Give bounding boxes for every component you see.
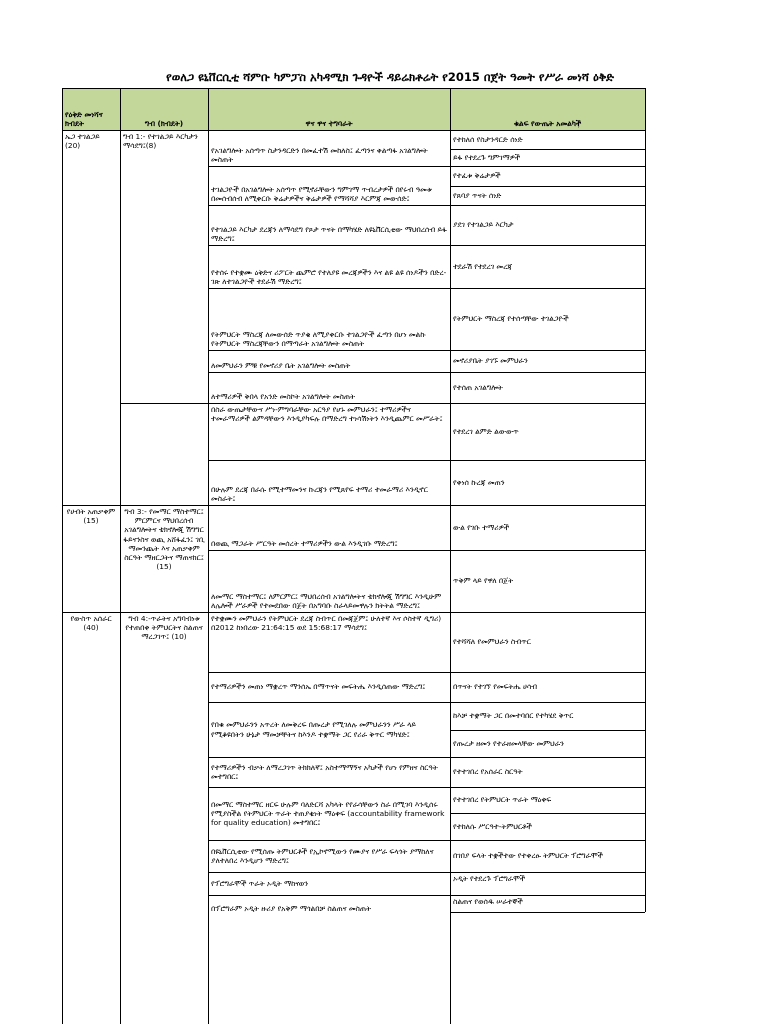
table-rule: [120, 403, 645, 404]
indicator-cell: የተፈቱ ቅሬታዎች: [453, 171, 501, 181]
header-col1: የዕቅድ መነሻና ክብደት: [62, 88, 120, 130]
table-rule: [450, 186, 645, 187]
indicator-cell: የተተገበረ የትምህርት ጥራት ማዕቀፍ: [453, 795, 552, 805]
activity-cell: በዩኒቨርሲቲው የሚሰጡ ትምህርቶች የኢኮኖሚውን የሙያና የሥራ ፍላጎት ያማከለና ያለተለበረ እንዲሆን ማድረግ፤: [211, 846, 434, 865]
table-rule: [208, 787, 645, 788]
table-rule: [208, 130, 645, 131]
table-rule: [208, 350, 645, 351]
table-rule: [450, 912, 645, 913]
indicator-cell: የጡረታ ዘመን የተራዘመላቸው መምህራን: [453, 738, 564, 748]
table-rule: [208, 872, 645, 873]
table-rule: [62, 88, 645, 89]
table-rule: [450, 730, 645, 731]
indicator-cell: ውል የገቡ ተማሪዎች: [453, 522, 510, 532]
activity-cell: ለመምህራን ምቹ የመኖሪያ ቤት አገልግሎት መስጠት: [211, 360, 351, 370]
section-label: የውስጥ አሰራር (40): [70, 614, 112, 633]
header-col2: ግብ (ክብደት): [120, 88, 208, 130]
indicator-cell: ተደራሽ የተደረገ መረጃ: [453, 261, 513, 271]
goal-label: ግብ 3:- የመማር ማስተማር፤ ምርምርና ማህበረሰብ አገልግሎትና ቴክኖሎጂ ሽግግር ፋይናንስና ወጪ አሸፋፈን፤ ገቢ ማመንጨት እና አጠቃቀም ስርዓት ማዘርጋትና ማጠናከር፤ (15): [123, 507, 205, 572]
indicator-cell: የትምህርት ማስረጃ የተሰጣቸው ተገልጋዮች: [453, 314, 569, 324]
table-rule: [208, 205, 645, 206]
activity-cell: በወጪ ማጋራት ሥርዓት መሰረት ተማሪዎችን ውል እንዲገቡ ማድረግ፤: [211, 538, 398, 548]
table-rule: [208, 288, 645, 289]
indicator-cell: ያደገ የተገልጋይ እርካታ: [453, 220, 514, 230]
table-rule: [450, 149, 645, 150]
indicator-cell: የተደረገ ልምድ ልውውጥ: [453, 426, 519, 436]
indicator-cell: የተከለሰ የስታንዳርድ ሰነድ: [453, 134, 523, 144]
activity-cell: በስራ ውጤታቸውና ሥነ-ምግባራቸው አርዓያ የሆኑ መምህራን፤ ተማሪዎችና ተመራማሪዎች ልምዳቸውን እንዲያካፍሉ በማድረግ ተነሳሽነትን እንዲጨምር መሥራት፤: [211, 405, 443, 424]
section-label: የሀብት አጠቃቀም (15): [66, 507, 116, 526]
table-rule: [208, 757, 645, 758]
table-rule: [120, 88, 121, 1024]
activity-cell: የትምህርት ማስረጃ ለመውሰድ ጥያቄ ለሚያቀርቡ ተገልጋዮች ፈጣን በሆነ መልኩ የትምህርት ማስረጃቸውን በማጣራት አገልግሎት መስጠት: [211, 329, 426, 348]
indicator-cell: ከእቻ ተቋማት ጋር በመተባበር የተካሄደ ቅጥር: [453, 711, 574, 721]
indicator-cell: በጥናት የተገኘ የመፍትሔ ሀሳብ: [453, 682, 538, 692]
table-rule: [62, 505, 645, 506]
activity-cell: የአገልግሎት አሰጣጥ ስታንዳርድን በመፈተሽ መከለስ፤ ፈጣንና ቀልጣፋ አገልግሎት መስጠት: [211, 145, 428, 164]
activity-cell: ለመማር ማስተማር፤ ለምርምር፤ ማህበረሰብ አገልግሎትና ቴክኖሎጂ ሽግግር እንዲሁም ለሌሎች ሥራዎች የተመደበው በጀት በአግባቡ ስራላይመዋሉን ክትትል ማድረግ፤: [211, 591, 442, 610]
activity-cell: የተገልጋይ እርካታ ደረጃን ለማሳደግ የጾታ ጥናት በማካሄድ ለዩኒቨርሲቲው ማህበረሰብ ይፋ ማድረግ፤: [211, 224, 447, 243]
goal-label: ግብ 1:- የተገልጋይ እርካታን ማሳደግ፤(8): [123, 132, 198, 151]
table-rule: [62, 612, 645, 613]
section-label: ኤጋ ተገልጋይ (20): [65, 132, 100, 151]
table-rule: [450, 895, 645, 896]
page-title: የወለጋ ዩኒቨርሲቲ ሻምቡ ካምፓስ አካዳሚክ ጉዳዮች ዳይሬክቶሬት የ2015 በጀት ዓመት የሥራ መነሻ ዕቅድ: [166, 70, 614, 84]
table-rule: [208, 372, 645, 373]
indicator-cell: ጥቅም ላይ የዋለ በጀት: [453, 576, 514, 586]
activity-cell: የተማሪዎችን መጠነ ማቋረጥ ማንሰኤ በማጥናት መፍትሔ እንዲሰጠው ማድረግ፤: [211, 682, 426, 692]
table-rule: [208, 245, 645, 246]
activity-cell: በፕሮግራም ኦዲት ዙሪያ የአቅም ማጎልበቻ ስልጠና መስጠት: [211, 904, 372, 913]
indicator-cell: ስልጠና የወሰዱ ሠራተኞች: [453, 897, 523, 906]
table-rule: [208, 840, 645, 841]
indicator-cell: ይፋ የተደረጉ ግምገማዎች: [453, 152, 521, 162]
header-col4: ቁልፍ የውጤት አመልካች: [450, 88, 645, 130]
activity-cell: በሁሉም ደረጃ በራሱ የሚተማመንና ኩረጃን የሚጸየፍ ተማሪ ተመራማሪ እንዲኖር መስራት፤: [211, 484, 428, 503]
activity-cell: ለተማሪዎች ቅበላ የአንድ መስኮት አገልግሎት መስጠት: [211, 391, 355, 401]
indicator-cell: የተከለሱ ሥርዓተ-ትምህርቶች: [453, 821, 532, 831]
indicator-cell: የተተገበረ የአሰራር ስርዓት: [453, 767, 523, 777]
table-rule: [208, 702, 645, 703]
activity-cell: የፕሮግራሞች ጥራት ኦዲት ማከናወን: [211, 878, 308, 888]
indicator-cell: የጸባያ ጥናት ሰነድ: [453, 190, 502, 200]
table-rule: [208, 166, 645, 167]
activity-cell: በመማር ማስተማር ዘርፍ ሁሉም ባለድርሻ አካላት የየራሳቸውን ስራ በሚገባ እንዲሰሩ የሚያስችል የትምህርት ጥራት ተጠያቂነት ማዕቀፍ (accountability framework for quality education) መተግበር፤: [211, 799, 445, 828]
table-rule: [62, 88, 63, 1024]
activity-cell: የተቋሙን መምህራን የትምህርት ደረጃ ስብጥር በመጃጀም፤ ሁለተኛ እና ሶስተኛ ዲግሪ) በ2012 ከነበረው 21:64:15 ወደ 15:68:17 ማሳደግ፤: [211, 614, 442, 633]
indicator-cell: የተሰጠ አገልግሎት: [453, 382, 503, 392]
table-rule: [450, 813, 645, 814]
table-rule: [208, 550, 645, 551]
indicator-cell: በገበያ ፍላት ተቋችተው የተቀረፁ ትምህርት ፕሮግራሞች: [453, 851, 603, 861]
activity-cell: የበቁ መምህራንን አጥረት ለመቅረፍ በጡረታ የሚገለሉ መምህራንን ሥራ ላይ የሚቆዩበትን ሁኔታ ማመቻቸትና ከእንዶ ተቋማት ጋር የሪራ ቅጥር ማካሄድ፤: [211, 720, 416, 739]
activity-cell: የተሰሩ የተቋሙ ዕቅድና ሪፖርት ጨምሮ የተለያዩ መረጃዎችን እና ልዩ ልዩ ሰነዶችን በድረ-ገጽ ለተገልጋዮች ተደራሽ ማድረግ፤: [211, 267, 447, 286]
indicator-cell: የተሻሻለ የመምህራን ስብጥር: [453, 637, 531, 647]
goal-label: ግብ 4:-ጥራትና አግባብነቱ የተጠበቀ ትምህርትና ስልጠና ማረጋገጥ፤ (10): [125, 614, 203, 642]
indicator-cell: መኖሪያቤት ያገኙ መምህራን: [453, 356, 528, 366]
table-rule: [208, 672, 645, 673]
header-col3: ዋና ዋና ተግባራት: [208, 88, 450, 130]
table-rule: [450, 88, 451, 1024]
table-rule: [208, 460, 645, 461]
indicator-cell: ኦዲት የተደረጉ ፕሮግራሞች: [453, 874, 526, 883]
table-rule: [208, 88, 209, 1024]
indicator-cell: የቀነሰ ኩረጃ መጠን: [453, 477, 505, 487]
activity-cell: ተገልጋዮች በአገልግሎት አሰጣጥ የሚኖራቸውን ግምገማ ጥብረታዎች በየሩብ ዓመቱ በመሰብሰብ ለሚቀርቡ ቅሬታዎችና ቅሬታዎች የማሻሻያ እርምጃ መውሰድ፤: [211, 184, 432, 203]
activity-cell: የተማሪዎችን ብቃት ለማረጋገጥ ትክክለኛ፤ አስተማማኝና አካታች የሆነ የምዘና ስርዓት መተግበር፤: [211, 762, 438, 781]
table-rule: [645, 88, 646, 912]
